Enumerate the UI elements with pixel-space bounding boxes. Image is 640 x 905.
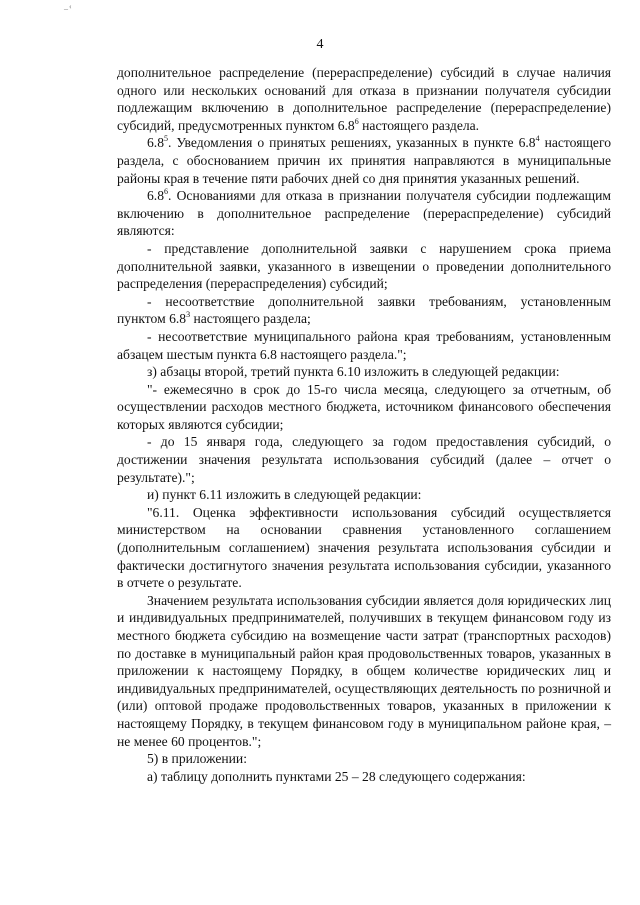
scan-artifact-mark: _‹ <box>64 2 73 11</box>
superscript-index: 4 <box>535 134 540 144</box>
paragraph-text: настоящего раздела, с обоснованием причин их принятия направляются в муниципальные районы края в течение пяти рабочих дней со дня принятия указанных решений. <box>117 135 611 186</box>
paragraph-text: - представление дополнительной заявки с нарушением срока приема дополнительной заявки, указанного в извещении о проведении дополнительного распределения (перераспределения) субсидий; <box>117 240 611 292</box>
paragraph-p7 <box>117 363 611 381</box>
paragraph-text: "- ежемесячно в срок до 15-го числа месяца, следующего за отчетным, об осуществлении расходов местного бюджета, источником финансового обеспечения которых являются субсидии; <box>117 381 611 432</box>
paragraph-p1 <box>117 64 611 134</box>
paragraph-p9 <box>117 433 611 486</box>
paragraph-p3 <box>117 187 611 240</box>
paragraph-p12 <box>117 592 611 750</box>
page-number: 4 <box>316 37 324 52</box>
paragraph-text: Значением результата использования субсидии является доля юридических лиц и индивидуальных предпринимателей, получивших в текущем финансовом году из местного бюджета субсидию на возмещение части затрат (транспортных расходов) по доставке в муниципальный район края продовольственных товаров, указанных в приложении к настоящему Порядку, в общем количестве юридических лиц и индивидуальных предпринимателей, осуществляющих деятельность по розничной и (или) оптовой продаже продовольственных товаров, указанных в приложении к настоящему Порядку, в текущем финансовом году в муниципальном районе края, – не менее 60 процентов."; <box>117 592 611 749</box>
paragraph-text: 5) в приложении: <box>147 751 247 767</box>
paragraph-p8 <box>117 381 611 434</box>
superscript-index: 5 <box>164 134 168 144</box>
paragraph-text: настоящего раздела; <box>190 311 311 327</box>
superscript-index: 3 <box>186 310 191 320</box>
paragraph-text: и) пункт 6.11 изложить в следующей редакции: <box>147 487 422 503</box>
superscript-index: 6 <box>164 187 168 197</box>
paragraph-p4 <box>117 240 611 293</box>
paragraph-p5 <box>117 293 611 328</box>
paragraph-p11 <box>117 504 611 592</box>
paragraph-text: а) таблицу дополнить пунктами 25 – 28 следующего содержания: <box>147 768 526 784</box>
paragraph-text: "6.11. Оценка эффективности использования субсидий осуществляется министерством на основании сравнения установленного соглашением (дополнительным соглашением) значения результата использования субсидии и фактически достигнутого значения результата использования субсидии, указанного в отчете о результате. <box>117 504 611 591</box>
paragraph-text: дополнительное распределение (перераспределение) субсидий в случае наличия одного или нескольких оснований для отказа в признании получателя субсидии подлежащим включению в дополнительное распределение (перераспределение) субсидий, предусмотренных пунктом 6.8 <box>117 65 611 133</box>
paragraph-text: . Основаниями для отказа в признании получателя субсидии подлежащим включению в дополнительное распределение (перераспределение) субсидий являются: <box>117 188 611 239</box>
paragraph-p2 <box>117 134 611 187</box>
paragraph-text: - несоответствие дополнительной заявки требованиям, установленным пунктом 6.8 <box>117 293 611 327</box>
paragraph-p14 <box>117 768 611 786</box>
paragraph-text: 6.8 <box>147 135 164 151</box>
paragraph-text: 6.8 <box>147 188 164 204</box>
superscript-index: 6 <box>354 116 359 126</box>
document-body <box>117 64 611 785</box>
paragraph-text: . Уведомления о принятых решениях, указанных в пункте 6.8 <box>168 135 536 151</box>
paragraph-text: - несоответствие муниципального района края требованиям, установленным абзацем шестым пункта 6.8 настоящего раздела."; <box>117 328 611 362</box>
paragraph-p13 <box>117 750 611 768</box>
paragraph-text: з) абзацы второй, третий пункта 6.10 изложить в следующей редакции: <box>147 364 560 380</box>
paragraph-p10 <box>117 486 611 504</box>
paragraph-text: настоящего раздела. <box>358 117 480 133</box>
paragraph-text: - до 15 января года, следующего за годом предоставления субсидий, о достижении значения результата использования субсидий (далее – отчет о результате)."; <box>117 434 611 485</box>
paragraph-p6 <box>117 328 611 363</box>
